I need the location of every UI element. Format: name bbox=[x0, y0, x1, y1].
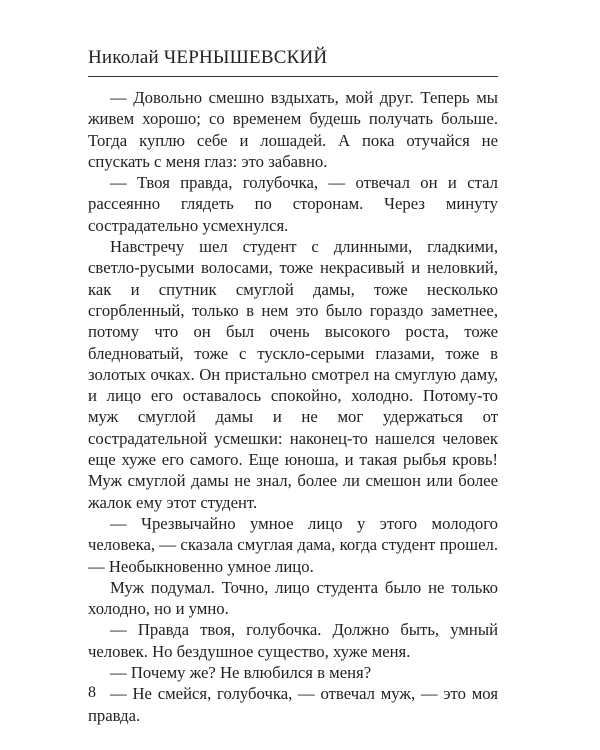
paragraph: Муж подумал. Точно, лицо студента было не только холодно, но и умно. bbox=[88, 577, 498, 619]
body-text bbox=[88, 87, 498, 726]
paragraph: — Довольно смешно вздыхать, мой друг. Теперь мы живем хорошо; со временем будешь получать больше. Тогда куплю себе и лошадей. А пока отучайся не спускать с меня глаз: это забавно. bbox=[88, 88, 498, 171]
paragraph: — Почему же? Не влюбился в меня? bbox=[110, 663, 372, 683]
paragraph: — Твоя правда, голубочка, — отвечал он и стал рассеянно глядеть по сторонам. Через минуту сострадательно усмехнулся. bbox=[88, 173, 498, 235]
paragraph: — Чрезвычайно умное лицо у этого молодого человека, — сказала смуглая дама, когда студент прошел. — Необыкновенно умное лицо. bbox=[88, 513, 498, 576]
paragraph: — Правда твоя, голубочка. Должно быть, умный человек. Но бездушное существо, хуже меня. bbox=[88, 620, 498, 661]
paragraph: — Не смейся, голубочка, — отвечал муж, — это моя правда. bbox=[88, 684, 498, 725]
page-number: 8 bbox=[88, 684, 96, 701]
header-rule bbox=[88, 76, 498, 77]
paragraph: Навстречу шел студент с длинными, гладкими, светло-русыми волосами, тоже некрасивый и неловкий, как и спутник смуглой дамы, тоже несколько сгорбленный, только в нем это было гораздо заметнее, потому что он был очень высокого роста, тоже бледноватый, тоже с тускло-серыми глазами, тоже в золотых очках. Он пристально смотрел на смуглую даму, и лицо его оставалось спокойно, холодно. Потому-то муж смуглой дамы и не мог удержаться от сострадательной усмешки: наконец-то нашелся человек еще хуже его самого. Еще юноша, и такая рыбья кровь! Муж смуглой дамы не знал, более ли смешон или более жалок ему этот студент. bbox=[88, 237, 498, 512]
running-header: Николай ЧЕРНЫШЕВСКИЙ bbox=[88, 47, 328, 68]
